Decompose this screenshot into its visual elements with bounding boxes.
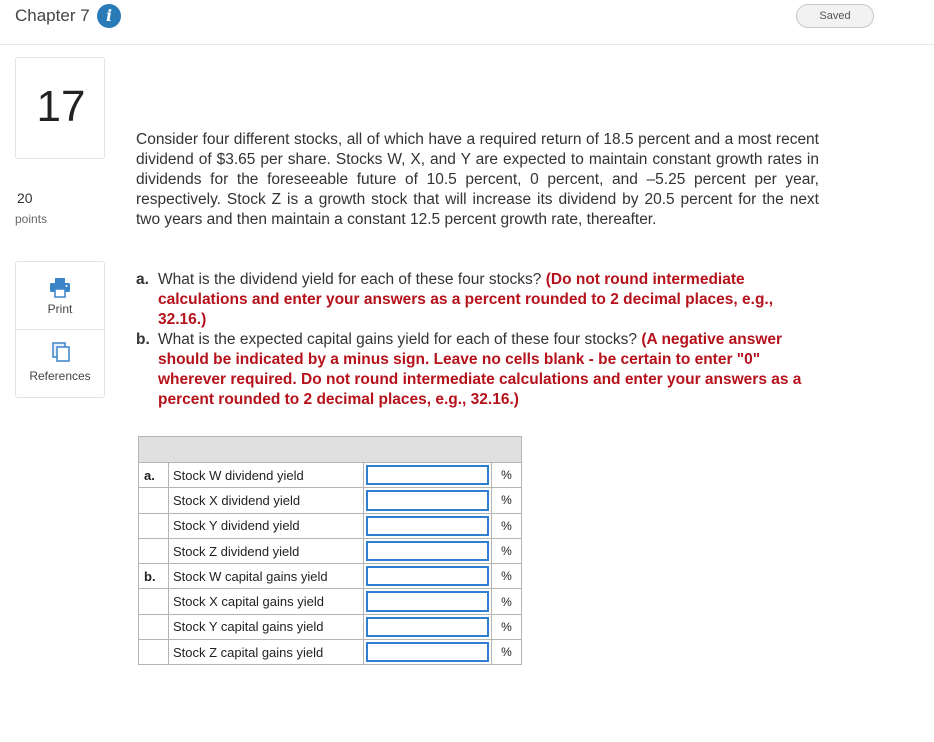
table-row (139, 463, 522, 488)
answer-cell (364, 513, 492, 538)
points-value: 20 (17, 190, 33, 206)
answer-input[interactable] (366, 465, 489, 485)
row-label: Stock Y capital gains yield (168, 614, 364, 639)
row-part-label (139, 538, 169, 563)
unit-label: % (492, 538, 522, 563)
tools-panel (15, 261, 105, 398)
unit-label: % (492, 513, 522, 538)
unit-label: % (492, 463, 522, 488)
unit-label: % (492, 564, 522, 589)
row-part-label (139, 513, 169, 538)
answer-cell (364, 538, 492, 563)
row-part-label (139, 488, 169, 513)
answer-cell (364, 564, 492, 589)
answer-input[interactable] (366, 591, 489, 611)
info-icon[interactable]: i (97, 4, 121, 28)
part-a-question: What is the dividend yield for each of these four stocks? (158, 271, 542, 288)
answer-input[interactable] (366, 617, 489, 637)
row-label: Stock Z dividend yield (168, 538, 364, 563)
top-bar (0, 0, 934, 45)
question-number: 17 (36, 82, 86, 131)
unit-label: % (492, 640, 522, 665)
row-part-label (139, 640, 169, 665)
table-row (139, 640, 522, 665)
row-part-label (139, 614, 169, 639)
row-part-label (139, 589, 169, 614)
answer-table (138, 436, 522, 665)
row-label: Stock Y dividend yield (168, 513, 364, 538)
table-row (139, 564, 522, 589)
table-row (139, 589, 522, 614)
question-text: Consider four different stocks, all of which have a required return of 18.5 percent and a most recent dividend of $3.65 per share. Stocks W, X, and Y are expected to maintain constant growth rates in dividends for the foreseeable future of 10.5 percent, 0 percent, and –5.25 percent per year, respectively. Stock Z is a growth stock that will increase its dividend by 20.5 percent for the next two years and then maintain a constant 12.5 percent growth rate, thereafter. (136, 131, 819, 228)
answer-input[interactable] (366, 642, 489, 662)
answer-cell (364, 614, 492, 639)
answer-input[interactable] (366, 490, 489, 510)
saved-status-badge: Saved (796, 4, 874, 28)
part-b-question: What is the expected capital gains yield for each of these four stocks? (158, 331, 638, 348)
table-row (139, 488, 522, 513)
question-parts (136, 270, 819, 410)
row-label: Stock X dividend yield (168, 488, 364, 513)
row-label: Stock Z capital gains yield (168, 640, 364, 665)
table-row (139, 513, 522, 538)
row-part-label: b. (139, 564, 169, 589)
answer-input[interactable] (366, 516, 489, 536)
answer-table-header (139, 437, 522, 463)
row-label: Stock X capital gains yield (168, 589, 364, 614)
unit-label: % (492, 614, 522, 639)
printer-icon (49, 276, 71, 298)
references-button[interactable] (16, 330, 104, 398)
answer-cell (364, 640, 492, 665)
part-a-letter: a. (136, 271, 149, 288)
answer-input[interactable] (366, 566, 489, 586)
points-label: points (15, 212, 48, 226)
part-b-letter: b. (136, 331, 150, 348)
question-number-box (15, 57, 105, 159)
answer-input[interactable] (366, 541, 489, 561)
part-b (136, 330, 819, 410)
chapter-title: Chapter 7 (15, 6, 90, 25)
copy-pages-icon (50, 341, 72, 363)
row-part-label: a. (139, 463, 169, 488)
row-label: Stock W capital gains yield (168, 564, 364, 589)
answer-cell (364, 463, 492, 488)
answer-cell (364, 589, 492, 614)
unit-label: % (492, 589, 522, 614)
unit-label: % (492, 488, 522, 513)
part-a (136, 270, 819, 330)
references-label: References (29, 369, 91, 383)
print-label: Print (47, 302, 73, 316)
print-button[interactable] (16, 262, 104, 330)
part-b-instruction: (A negative answer should be indicated by a minus sign. Leave no cells blank - be certain to enter "0" wherever required. Do not round intermediate calculations and enter your answers as a percent rounded to 2 decimal places, e.g., 32.16.) (158, 331, 802, 408)
table-row (139, 614, 522, 639)
table-row (139, 538, 522, 563)
answer-cell (364, 488, 492, 513)
row-label: Stock W dividend yield (168, 463, 364, 488)
part-a-instruction: (Do not round intermediate calculations and enter your answers as a percent rounded to 2 decimal places, e.g., 32.16.) (158, 271, 774, 328)
